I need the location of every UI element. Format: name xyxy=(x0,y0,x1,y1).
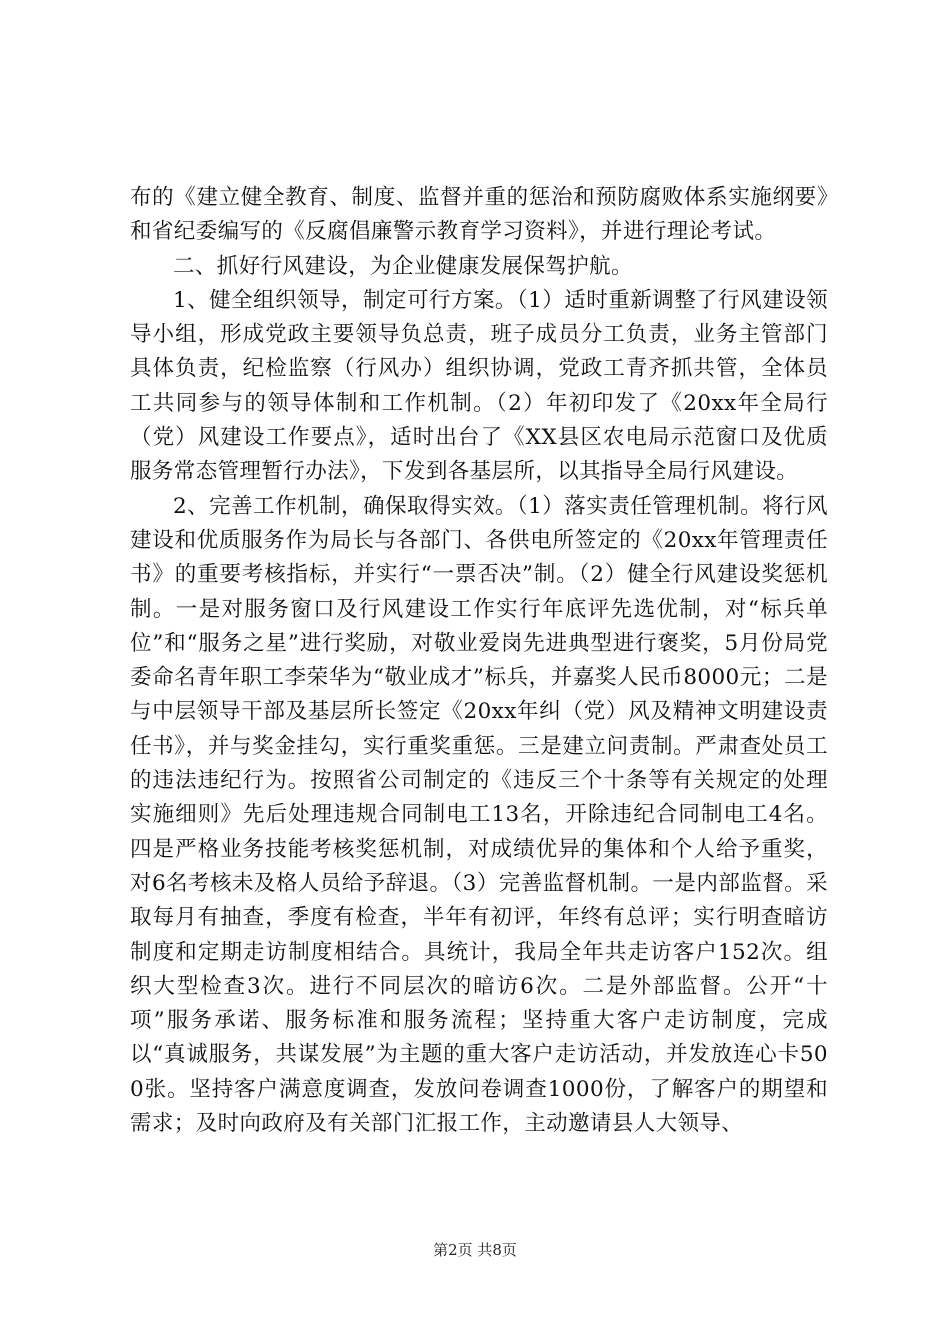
paragraph-item-2: 2、完善工作机制，确保取得实效。（1）落实责任管理机制。将行风建设和优质服务作为局长与各部门、各供电所签定的《20xx年管理责任书》的重要考核指标，并实行“一票否决”制。（2）健全行风建设奖惩机制。一是对服务窗口及行风建设工作实行年底评先选优制，对“标兵单位”和“服务之星”进行奖励，对敬业爱岗先进典型进行褒奖，5月份局党委命名青年职工李荣华为“敬业成才”标兵，并嘉奖人民币8000元；二是与中层领导干部及基层所长签定《20xx年纠（党）风及精神文明建设责任书》，并与奖金挂勾，实行重奖重惩。三是建立问责制。严肃查处员工的违法违纪行为。按照省公司制定的《违反三个十条等有关规定的处理实施细则》先后处理违规合同制电工13名，开除违纪合同制电工4名。四是严格业务技能考核奖惩机制，对成绩优异的集体和个人给予重奖，对6名考核未及格人员给予辞退。（3）完善监督机制。一是内部监督。采取每月有抽查，季度有检查，半年有初评，年终有总评；实行明查暗访制度和定期走访制度相结合。具统计，我局全年共走访客户152次。组织大型检查3次。进行不同层次的暗访6次。二是外部监督。公开“十项”服务承诺、服务标准和服务流程；坚持重大客户走访制度，完成以“真诚服务，共谋发展”为主题的重大客户走访活动，并发放连心卡500张。坚持客户满意度调查，发放问卷调查1000份，了解客户的期望和需求；及时向政府及有关部门汇报工作，主动邀请县人大领导、 xyxy=(130,493,828,1137)
paragraph-item-1: 1、健全组织领导，制定可行方案。（1）适时重新调整了行风建设领导小组，形成党政主要领导负总责，班子成员分工负责，业务主管部门具体负责，纪检监察（行风办）组织协调，党政工青齐抓共管，全体员工共同参与的领导体制和工作机制。（2）年初印发了《20xx年全局行（党）风建设工作要点》，适时出台了《XX县区农电局示范窗口及优质服务常态管理暂行办法》，下发到各基层所，以其指导全局行风建设。 xyxy=(130,287,828,485)
paragraph-continuation: 布的《建立健全教育、制度、监督并重的惩治和预防腐败体系实施纲要》和省纪委编写的《反腐倡廉警示教育学习资料》，并进行理论考试。 xyxy=(130,185,828,245)
page-number-footer: 第2页 共8页 xyxy=(433,1241,517,1259)
document-body xyxy=(130,181,828,1141)
section-heading-2: 二、抓好行风建设，为企业健康发展保驾护航。 xyxy=(173,253,633,279)
